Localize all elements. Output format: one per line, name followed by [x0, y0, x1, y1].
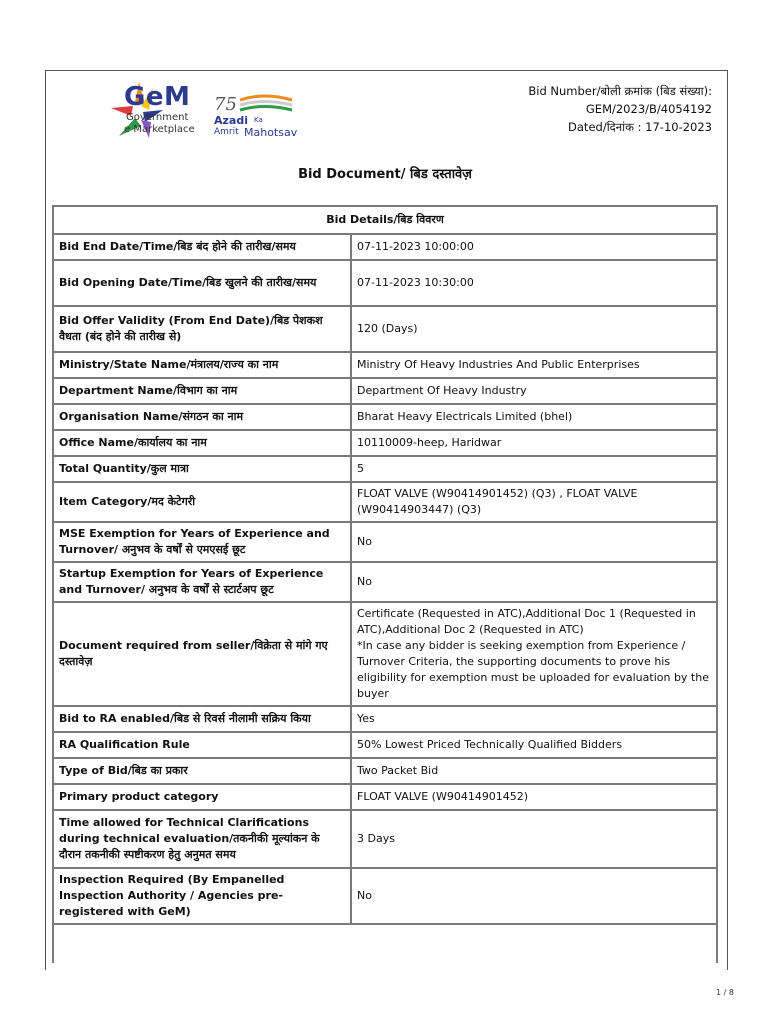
- table-row: [53, 706, 717, 732]
- table-row: [53, 306, 717, 352]
- row-value: No: [351, 868, 717, 924]
- row-label: Office Name/कार्यालय का नाम: [53, 430, 351, 456]
- row-label: Inspection Required (By Empanelled Inspection Authority / Agencies pre-registered with GeM): [53, 868, 351, 924]
- row-value: No: [351, 562, 717, 602]
- table-row: [53, 758, 717, 784]
- row-label: Time allowed for Technical Clarifications during technical evaluation/तकनीकी मूल्यांकन के दौरान तकनीकी स्पष्टीकरण हेतु अनुमत समय: [53, 810, 351, 868]
- row-value: 5: [351, 456, 717, 482]
- table-row: [53, 456, 717, 482]
- row-label: Primary product category: [53, 784, 351, 810]
- bid-meta: [528, 82, 712, 136]
- bid-number-label: Bid Number/बोली क्रमांक (बिड संख्या):: [528, 84, 712, 98]
- table-row: [53, 482, 717, 522]
- row-value: 10110009-heep, Haridwar: [351, 430, 717, 456]
- row-label: Type of Bid/बिड का प्रकार: [53, 758, 351, 784]
- row-label: Bid to RA enabled/बिड से रिवर्स नीलामी सक्रिय किया: [53, 706, 351, 732]
- row-value: Two Packet Bid: [351, 758, 717, 784]
- azadi-logo: [214, 92, 334, 142]
- row-value: No: [351, 522, 717, 562]
- row-label: Bid End Date/Time/बिड बंद होने की तारीख/समय: [53, 234, 351, 260]
- table-row: [53, 602, 717, 706]
- table-row: [53, 404, 717, 430]
- table-row: [53, 732, 717, 758]
- table-heading: Bid Details/बिड विवरण: [53, 206, 717, 234]
- row-value: 50% Lowest Priced Technically Qualified Bidders: [351, 732, 717, 758]
- table-row: [53, 522, 717, 562]
- page-number: 1 / 8: [716, 988, 734, 997]
- row-value: 120 (Days): [351, 306, 717, 352]
- row-value: FLOAT VALVE (W90414901452) (Q3) , FLOAT VALVE (W90414903447) (Q3): [351, 482, 717, 522]
- dated-label: Dated/दिनांक : 17-10-2023: [568, 120, 712, 134]
- bid-details-table: [52, 205, 718, 925]
- table-row: [53, 352, 717, 378]
- bid-number-value: GEM/2023/B/4054192: [585, 102, 712, 116]
- table-row: [53, 562, 717, 602]
- header-logos: [64, 80, 334, 150]
- brand-name: GeM: [124, 82, 191, 112]
- row-value: Certificate (Requested in ATC),Additional Doc 1 (Requested in ATC),Additional Doc 2 (Requested in ATC) *In case any bidder is seeking exemption from Experience / Turnover Criteria, the supporting documents to prove his eligibility for exemption must be uploaded for evaluation by the buyer: [351, 602, 717, 706]
- row-value: 3 Days: [351, 810, 717, 868]
- row-value: Yes: [351, 706, 717, 732]
- row-value: 07-11-2023 10:30:00: [351, 260, 717, 306]
- row-label: Department Name/विभाग का नाम: [53, 378, 351, 404]
- azadi-number: 75: [214, 94, 237, 115]
- row-label: Startup Exemption for Years of Experience and Turnover/ अनुभव के वर्षों से स्टार्टअप छूट: [53, 562, 351, 602]
- table-row: [53, 868, 717, 924]
- row-value: Ministry Of Heavy Industries And Public Enterprises: [351, 352, 717, 378]
- table-row: [53, 234, 717, 260]
- row-label: MSE Exemption for Years of Experience and Turnover/ अनुभव के वर्षों से एमएसई छूट: [53, 522, 351, 562]
- azadi-flag-icon: [214, 92, 294, 116]
- row-label: Document required from seller/विक्रेता से मांगे गए दस्तावेज़: [53, 602, 351, 706]
- row-label: Item Category/मद केटेगरी: [53, 482, 351, 522]
- brand-line1: Government: [126, 112, 189, 123]
- row-label: Bid Offer Validity (From End Date)/बिड पेशकश वैधता (बंद होने की तारीख से): [53, 306, 351, 352]
- row-label: Ministry/State Name/मंत्रालय/राज्य का नाम: [53, 352, 351, 378]
- azadi-word3: Amrit: [214, 127, 239, 137]
- table-row: [53, 430, 717, 456]
- document-title: Bid Document/ बिड दस्तावेज़: [298, 167, 472, 182]
- row-label: RA Qualification Rule: [53, 732, 351, 758]
- azadi-word1: Azadi: [214, 114, 248, 127]
- row-label: Total Quantity/कुल मात्रा: [53, 456, 351, 482]
- table-continuation: [52, 923, 718, 963]
- azadi-word4: Mahotsav: [244, 126, 298, 139]
- table-row: [53, 260, 717, 306]
- row-value: FLOAT VALVE (W90414901452): [351, 784, 717, 810]
- table-row: [53, 810, 717, 868]
- brand-line2: e Marketplace: [124, 124, 195, 135]
- table-row: [53, 378, 717, 404]
- table-heading-row: [53, 206, 717, 234]
- azadi-word2: Ka: [254, 116, 263, 124]
- row-label: Organisation Name/संगठन का नाम: [53, 404, 351, 430]
- row-value: 07-11-2023 10:00:00: [351, 234, 717, 260]
- row-value: Department Of Heavy Industry: [351, 378, 717, 404]
- row-label: Bid Opening Date/Time/बिड खुलने की तारीख/समय: [53, 260, 351, 306]
- table-row: [53, 784, 717, 810]
- row-value: Bharat Heavy Electricals Limited (bhel): [351, 404, 717, 430]
